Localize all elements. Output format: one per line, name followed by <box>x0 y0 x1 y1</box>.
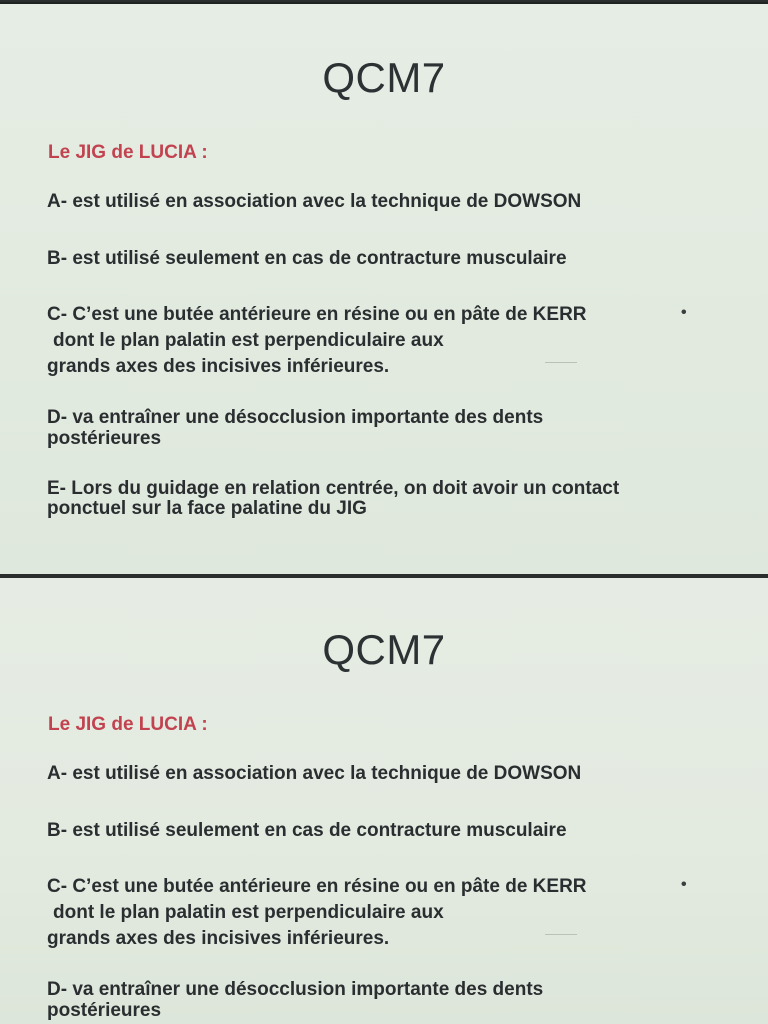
bullet-mark: • <box>681 304 687 321</box>
question-stem: Le JIG de LUCIA : <box>48 142 208 163</box>
option-e <box>47 479 619 519</box>
option-e-line-1: E- Lors du guidage en relation centrée, on doit avoir un contact <box>47 478 620 499</box>
option-c <box>47 876 587 950</box>
option-c-line-2: dont le plan palatin est perpendiculaire aux <box>53 330 444 351</box>
option-d-line-1: D- va entraîner une désocclusion importante des dents <box>47 407 544 428</box>
option-c <box>47 304 587 378</box>
slide-qcm7-second <box>0 578 768 1024</box>
option-b: B- est utilisé seulement en cas de contracture musculaire <box>47 248 567 269</box>
option-c-line-1: C- C’est une butée antérieure en résine ou en pâte de KERR <box>47 304 587 325</box>
option-d-line-2: postérieures <box>47 1000 162 1021</box>
smudge-mark <box>545 934 577 935</box>
option-c-line-3: grands axes des incisives inférieures. <box>47 928 390 949</box>
question-stem: Le JIG de LUCIA : <box>48 714 208 735</box>
option-d-line-1: D- va entraîner une désocclusion importante des dents <box>47 979 544 1000</box>
bullet-mark: • <box>681 876 687 893</box>
option-c-line-3: grands axes des incisives inférieures. <box>47 356 390 377</box>
option-e-line-2: ponctuel sur la face palatine du JIG <box>47 498 367 519</box>
option-b: B- est utilisé seulement en cas de contracture musculaire <box>47 820 567 841</box>
slide-title: QCM7 <box>322 54 446 101</box>
smudge-mark <box>545 362 577 363</box>
option-d-line-2: postérieures <box>47 428 162 449</box>
slide-title: QCM7 <box>322 626 446 673</box>
option-c-line-1: C- C’est une butée antérieure en résine ou en pâte de KERR <box>47 876 587 897</box>
option-a: A- est utilisé en association avec la technique de DOWSON <box>47 191 582 212</box>
slide-qcm7-first <box>0 2 768 577</box>
option-c-line-2: dont le plan palatin est perpendiculaire aux <box>53 902 444 923</box>
option-d <box>47 979 543 1021</box>
option-d <box>47 407 543 449</box>
option-a: A- est utilisé en association avec la technique de DOWSON <box>47 763 582 784</box>
